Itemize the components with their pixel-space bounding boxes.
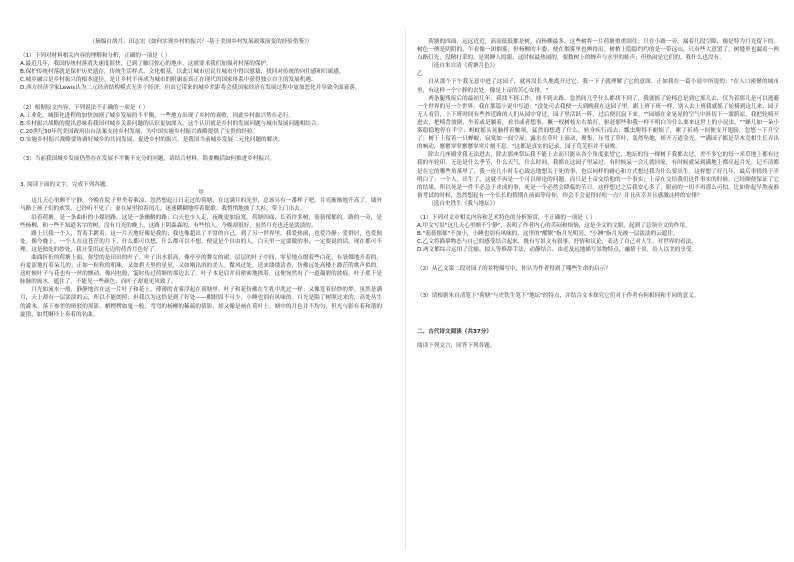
section-instruction: 阅读下列文言，回答下列各题。 [417,342,496,349]
passage-label-jia: 甲 [198,190,204,197]
passage-paragraph: 荷塘的四面，远远近近，高高低低都是树，而杨柳最多。这些树将一片荷塘重重围住；只在小路一旁，漏着几段空隙，像是特为月光留下的。树色一例是阴阴的，乍看像一团烟雾；但杨柳的丰姿，便在烟雾里也辨得出。树梢上隐隐约约的是一带远山，只有些大意罢了。树缝里也漏着一两点路灯光，没精打采的，是渴睡人的眼。这时候最热闹的，要数树上的蝉声与水里的蛙声；但热闹是它们的，我什么也没有。 [417,39,779,62]
passage-source: （选自朱自清《荷塘月色》） [428,63,499,70]
passage-paragraph: 曲曲折折的荷塘上面，弥望的是田田的叶子。叶子出水很高，像亭亭的舞女的裙。层层的叶子中间，零星地点缀着些白花，有袅娜地开着的，有羞涩地打着朵儿的；正如一粒粒的明珠，又如碧天里的星星，又如刚出浴的美人。微风过处，送来缕缕清香，仿佛远处高楼上渺茫的歌声似的。这时候叶子与花也有一丝的颤动，像闪电般，霎时传过荷塘的那边去了。叶子本是肩并肩密密地挨着，这便宛然有了一道凝碧的波痕。叶子底下是脉脉的流水，遮住了，不能见一些颜色；而叶子却更见风致了。 [20,254,382,286]
question-1-option-d: D.西方经济学家Lewis认为二元经济结构模式无害于经济，但由它带来的城乡差距将会使国家经济在发展过程中更加恶化并导致全面衰落。 [20,85,361,92]
passage-label-yi: 乙 [417,71,423,78]
passage-paragraph: 这几天心里颇不宁静。今晚在院子里坐着乘凉，忽然想起日日走过的荷塘，在这满月的光里，总该另有一番样子吧。月亮渐渐地升高了，墙外马路上孩子们的欢笑，已经听不见了；妻在屋里拍着闰儿，迷迷糊糊地哼着眠歌。我悄悄地披了大衫，带上门出去。 [20,198,382,213]
question-1-option-a: A.最近几年，我国传统村落消失速度很快，已到了触目惊心的地步，这就要求我们加强对村落的保护。 [20,61,272,68]
reading-question-3-stem: （3）请根据朱自清笔下"荷塘"与史铁生笔下"地坛"的特点，并结合文本探究它们对于作者有何相同和不同的意义。 [417,292,700,299]
left-column [20,38,382,319]
answer-space [20,163,382,181]
reading-question-1-option-c: C.乙文将描摹物态与自己的感受结合起来，既有写景文有叙事、抒情和议论，表达了自己对人生、对世界的看法。 [417,239,697,246]
right-column [417,38,779,350]
answer-space [417,274,779,292]
passage-source: （选自史铁生《我与地坛》） [428,200,499,207]
passage-paragraph: 除去几座殿堂我无法进去，除去那座祭坛我不能上去而只能从各个角度张望它，地坛的每一棵树下我都去过，差不多它的每一米草地上都有过我的车轮印。无论是什么季节，什么天气，什么时间，我都在这园子里呆过。有时候呆一会儿就回家，有时候就呆到满地上都亮起月光。记不清都是在它的哪些角落里了，我一连几小时专心致志地想关于死的事，也以同样的耐心和方式想过我为什么要出生。这样想了好几年，最后事情终于弄明白了：一个人，出生了，这就不再是一个可以辩论的问题，而只是上帝交给他的一个事实；上帝在交给我们这件事实的时候，已经顺便保证了它的结果，所以死是一件不必急于求成的事，死是一个必然会降临的节日。这样想过之后我安心多了，眼前的一切不再那么可怕。比如你起早熬夜准备考试的时候，忽然想起有一个长长的假期在前面等待你，你会不会觉得轻松一点？并且庆幸并且感激这样的安排？ [417,152,779,199]
answer-space [417,300,779,318]
question-1-stem: （1）下列对材料相关内容的理解和分析，正确的一项是（ ） [20,53,171,60]
question-2-option-c: C.20世纪30年代美国政府出台法案支持乡村发展，为中国实施乡村振兴战略提供了宝贵的经验。 [20,128,259,135]
question-2-option-a: A.工业化、城镇化进程的加快加剧了城乡发展的不平衡，一些地方出现了乡村的衰败，因此乡村振兴势在必行。 [20,112,295,119]
source-citation: （摘编自胡月、田志宏《如何实现乡村的振兴？-基于美国乡村发展政策演变的经验借鉴》） [89,39,313,45]
question-1-option-b: B.保护传统村落就是保护历史遗存，传统生活样式、文化根基，以此让城市居民在城市中得以慰藉，找回对传统的向往感和归属感。 [20,69,345,76]
passage-paragraph: 沿着荷塘，是一条曲折的小煤屑路。这是一条幽僻的路；白天也少人走，夜晚更加寂寞。荷塘四面，长着许多树，蓊蓊郁郁的。路的一旁，是些杨柳，和一些不知道名字的树。没有月光的晚上，这路上阴森森的，有些怕人。今晚却很好，虽然月光也还是淡淡的。 [20,214,382,229]
question-3-stem: （3）当前我国城乡发展仍然存在发展不平衡不充分的问题，请结合材料，简要概括如何推进乡村振兴。 [20,156,276,163]
section-heading: 二、古代诗文阅读（共37分） [417,328,492,335]
reading-question-2-stem: （2）从乙文第二段对园子的景物描写中，你认为作者得到了哪些生命的启示？ [417,266,611,273]
reading-question-1-stem: （1）下列对文章相关内容和艺术特色的分析鉴赏，不正确的一项是（ ） [417,214,596,221]
passage-paragraph: 自从那个下午我无意中进了这园子，就再没长久地离开过它。我一下子就理解了它的意图。正如我在一篇小说中所说的："在人口密聚的城市里，有这样一个宁静的去处，像是上帝的苦心安排。" [417,79,779,94]
question-2-stem: （2）根据原文内容，下列说法不正确的一项是（ ） [20,104,149,111]
question-2-option-b: B.乡村振兴战略的提出意味着我国对城乡关系问题的认识更加深入，这个认识就是乡村的发展问题与城市发展问题相结合。 [20,120,323,127]
reading-question-1-option-b: B."蓊蓊郁郁"不加小，小睡也别有风味的，这里的"酣眠"指月光明亮，"小睡"指月光被一层淡淡的云遮住。 [417,231,679,238]
question-2-option-d: D.实施乡村振兴战略要协调好城乡的共同发展，促进乡村的振兴，是我国当前城乡发展二元化问题的解决。 [20,136,284,143]
passage-paragraph: 路上只我一个人，背着手踱着。这一片天地好像是我的；我也像超出了平常的自己，到了另一世界里。我爱热闹，也爱冷静；爱群居，也爱独处。像今晚上，一个人在这苍茫的月下，什么都可以想，什么都可以不想，便觉是个自由的人。白天里一定要做的事，一定要说的话，现在都可不理。这是独处的妙处，我且受用这无边的荷香月色好了。 [20,230,382,253]
passage-paragraph: 月光如流水一般，静静地泻在这一片叶子和花上。薄薄的青雾浮起在荷塘里。叶子和花仿佛在牛乳中洗过一样；又像笼着轻纱的梦。虽然是满月，天上却有一层淡淡的云，所以不能朗照；但我以为这恰是到了好处——酣眠固不可少，小睡也别有风味的。月光是隔了树照过来的，高处丛生的灌木，落下参差的斑驳的黑影，峭楞楞如鬼一般；弯弯的杨柳的稀疏的倩影，却又像是画在荷叶上。塘中的月色并不均匀；但光与影有着和谐的旋律，如梵婀玲上奏着的名曲。 [20,287,382,318]
reading-question-1-option-d: D.两文都综合运用了比喻、拟人等修辞手法，动静结合、由近及远地描写景物特点，融情于景，给人以美的享受。 [417,247,698,254]
question-1-option-c: C.城乡融合是乡村振兴的根本途径，是让乡村不再成为城市的附庸而真正在现代的国家体系中获得独立自主的发展机遇。 [20,77,317,84]
reading-passage-heading: 3. 阅读下面的文字，完成下列各题。 [20,182,112,189]
passage-paragraph: 两条腿残废后的最初几年，我找不到工作，找不到去路，忽然间几乎什么都找不到了，我就摇了轮椅总是到它那儿去，仅为着那儿是可以逃避一个世界的另一个世界。我在那篇小说中写道："没处可去我便一天到晚耗在这园子里。跟上班下班一样，别人去上班我就摇了轮椅到这儿来。园子无人看管，上下班时间有些抄近路的人们从园中穿过，园子里活跃一阵，过后便沉寂下来。""园墙在金晃晃的空气中斜切下一溜荫凉，我把轮椅开进去，把椅背放倒，坐着或是躺着，看书或者想事，撅一杈树枝左右拍打，驱赶那些和我一样不明白为什么要来这世上的小昆虫。""蜂儿如一朵小雾稳稳地停在半空；蚂蚁摇头晃脑捋着触须，猛然间想透了什么，转身疾行而去；瓢虫爬得不耐烦了，累了祈祷一回便支开翅膀，忽悠一下升空了；树干上留着一只蝉蜕，寂寞如一间空屋；露水在草叶上滚动，聚集，压弯了草叶，轰然坠地，摔开万道金光。""满园子都是草木竞相生长弄出的响动，窸窸窣窣窸窸窣窣片刻不息。"这都是真实的记录，园子荒芜但并不衰败。 [417,95,779,151]
column-divider [405,30,406,550]
reading-question-1-option-a: A.甲文写景"这几天心里颇不宁静"，表明了作者内心的苦闷和烦恼，这是全文的文眼，起到了总领全文的作用。 [417,223,691,230]
